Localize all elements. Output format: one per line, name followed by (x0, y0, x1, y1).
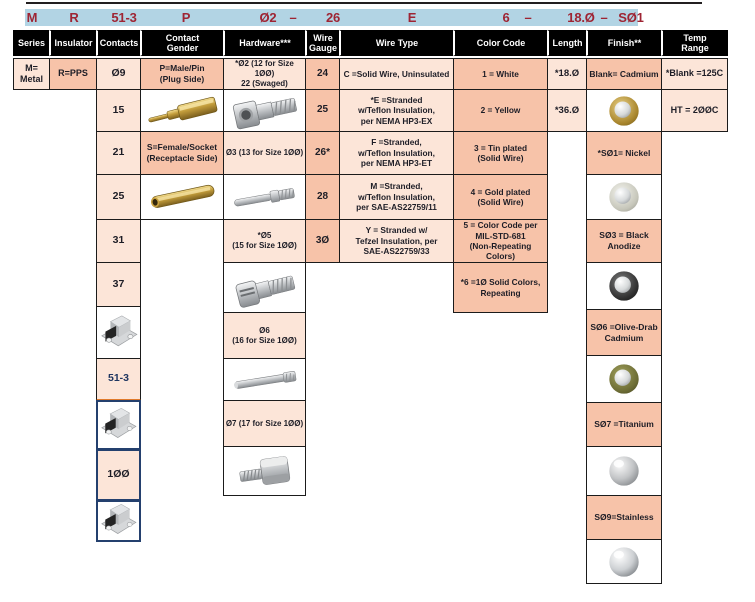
option-label: 51-3 (107, 372, 129, 385)
pin-contact-image (142, 91, 222, 130)
option-label: *Blank =125C (665, 68, 724, 79)
option-label: MIL-STD-681 (475, 230, 526, 241)
option-cell (305, 219, 340, 263)
column-header-label: Color Code (476, 37, 526, 48)
option-cell (339, 174, 454, 220)
option-label: 24 (316, 67, 329, 79)
column-contact-gender (140, 30, 224, 220)
option-label: Tefzel Insulation, per (355, 235, 438, 246)
option-image-cell (586, 89, 662, 132)
nickel-ball-image (588, 176, 660, 218)
column-header-label: Gender (166, 43, 199, 53)
option-label: *Ø5 (257, 231, 272, 240)
option-cell (96, 219, 141, 263)
option-cell (140, 58, 224, 90)
option-label: *36.Ø (554, 104, 580, 116)
option-label: 21 (112, 146, 125, 159)
column-header-contact-gender (140, 30, 224, 56)
top-rule-line (26, 2, 702, 4)
option-cell (305, 174, 340, 220)
column-header-hardware (223, 30, 306, 56)
option-label: *6 =1Ø Solid Colors, (460, 277, 541, 288)
option-image-cell (96, 500, 141, 542)
connector-image (98, 308, 139, 357)
option-label: 3 = Tin plated (473, 142, 528, 153)
option-label: SØ6 =Olive-Drab (590, 321, 658, 332)
option-label: *E =Stranded (370, 94, 423, 105)
column-header-wire-type (339, 30, 454, 56)
option-label: M =Stranded, (370, 181, 423, 192)
option-label: 37 (112, 277, 125, 290)
column-wire-gauge (305, 30, 340, 263)
option-image-cell (586, 446, 662, 496)
olive-drab-ball-image (588, 357, 660, 401)
option-label: 2 = Yellow (480, 105, 521, 116)
standoff-image (225, 448, 304, 494)
option-cell (453, 219, 548, 263)
column-header-length (547, 30, 587, 56)
option-label: (15 for Size 1ØØ) (232, 241, 297, 250)
option-cell (339, 131, 454, 175)
column-contacts (96, 30, 141, 542)
option-label: M= (25, 62, 38, 73)
option-cell (547, 89, 587, 132)
option-cell (453, 174, 548, 220)
option-label: Blank= Cadmium (589, 68, 659, 79)
option-label: Ø9 (111, 67, 126, 80)
connector-image (99, 403, 138, 447)
option-label: Repeating (480, 287, 521, 298)
option-label: 4 = Gold plated (470, 186, 531, 197)
black-anodize-ball-image (588, 264, 660, 308)
option-cell (96, 89, 141, 132)
option-cell (661, 89, 728, 132)
option-label: 25 (112, 190, 125, 203)
option-label: S=Female/Socket (146, 142, 218, 153)
part-number-segment: R (69, 10, 79, 25)
option-image-cell (586, 174, 662, 220)
option-image-cell (223, 446, 306, 496)
part-number-segment: – (524, 10, 532, 25)
cap-screw-image (225, 91, 304, 130)
option-label: 25 (316, 104, 329, 116)
titanium-ball-image (588, 448, 660, 494)
option-cell (339, 58, 454, 90)
option-image-cell (223, 89, 306, 132)
option-cell (661, 58, 728, 90)
part-number-bar (25, 9, 644, 26)
option-cell (453, 262, 548, 313)
option-cell (96, 449, 141, 501)
column-hardware (223, 30, 306, 496)
option-cell (305, 131, 340, 175)
column-header-label: Insulator (54, 37, 93, 48)
option-label: (Solid Wire) (477, 153, 524, 163)
option-label: (Receptacle Side) (146, 153, 218, 163)
part-number-segment: 18.Ø (567, 10, 595, 25)
option-cell (96, 174, 141, 220)
option-label: Ø3 (13 for Size 1ØØ) (225, 148, 304, 157)
column-header-contacts (96, 30, 141, 56)
option-label: R=PPS (58, 68, 88, 79)
option-cell (223, 131, 306, 175)
option-label: SAE-AS22759/33 (363, 246, 430, 257)
option-label: 15 (112, 103, 125, 116)
socket-contact-image (142, 176, 222, 218)
option-image-cell (140, 174, 224, 220)
option-label: per NEMA HP3-EX (360, 115, 433, 126)
option-image-cell (223, 358, 306, 401)
rod-image (225, 360, 304, 399)
option-label: w/Teflon Insulation, (358, 105, 435, 116)
part-number-segment: P (181, 10, 191, 25)
option-label: F =Stranded, (371, 137, 422, 148)
option-label: 22 (Swaged) (241, 79, 288, 88)
option-cell (453, 131, 548, 175)
column-header-label: Gauge (308, 43, 337, 53)
option-label: Ø7 (17 for Size 1ØØ) (225, 418, 304, 428)
column-header-label: Length (552, 37, 583, 48)
option-cell (339, 219, 454, 263)
option-cell (586, 402, 662, 447)
option-label: 26* (314, 146, 330, 158)
part-number-segment: M (26, 10, 38, 25)
column-header-label: Wire (313, 32, 333, 43)
column-header-label: Hardware*** (239, 37, 291, 48)
option-cell (586, 131, 662, 175)
part-number-segment: – (289, 10, 297, 25)
option-label: Metal (19, 74, 43, 84)
option-cell (586, 58, 662, 90)
option-label: *Ø2 (12 for Size 1ØØ) (235, 59, 294, 78)
column-header-temp-range (661, 30, 728, 56)
option-cell (96, 58, 141, 90)
option-cell (223, 58, 306, 90)
option-label: Anodize (607, 241, 641, 251)
option-image-cell (223, 174, 306, 220)
option-label: (Plug Side) (159, 74, 205, 84)
part-number-segment: SØ1 (618, 10, 644, 25)
option-image-cell (586, 539, 662, 584)
option-cell (223, 312, 306, 359)
column-series (13, 30, 50, 90)
option-label: w/Teflon Insulation, (358, 147, 435, 158)
option-cell (96, 358, 141, 401)
option-label: P=Male/Pin (159, 63, 205, 74)
option-label: *SØ1= Nickel (597, 147, 651, 158)
option-cell (96, 131, 141, 175)
option-cell (140, 131, 224, 175)
option-image-cell (586, 355, 662, 403)
option-label: Ø6 (259, 325, 270, 335)
ordering-table (13, 30, 728, 584)
column-header-series (13, 30, 50, 56)
option-cell (586, 219, 662, 263)
part-number-segment: 26 (325, 10, 341, 25)
column-wire-type (339, 30, 454, 263)
option-label: 28 (316, 190, 329, 202)
column-length (547, 30, 587, 132)
option-label: SØ3 = Black (599, 230, 649, 241)
column-header-label: Range (681, 43, 709, 53)
option-label: SØ9=Stainless (594, 512, 654, 523)
jackpost-image (225, 176, 304, 218)
column-header-label: Contacts (99, 37, 139, 48)
option-label: HT = 2ØØC (670, 104, 719, 115)
option-label: 5 = Color Code per (463, 220, 538, 231)
option-label: (16 for Size 1ØØ) (232, 335, 297, 345)
option-label: per NEMA HP3-ET (360, 158, 433, 169)
option-cell (586, 309, 662, 356)
option-image-cell (96, 400, 141, 450)
slotted-screw-image (225, 264, 304, 311)
column-header-color-code (453, 30, 548, 56)
option-cell (547, 58, 587, 90)
connector-image (99, 503, 138, 539)
option-label: C =Solid Wire, Uninsulated (343, 68, 450, 79)
column-insulator (49, 30, 97, 90)
option-label: 31 (112, 234, 125, 247)
option-label: per SAE-AS22759/11 (356, 202, 437, 213)
column-header-insulator (49, 30, 97, 56)
column-header-label: Series (17, 37, 46, 48)
option-cell (96, 262, 141, 307)
option-image-cell (223, 262, 306, 313)
option-label: Y = Stranded w/ (365, 225, 428, 236)
cadmium-ball-image (588, 91, 660, 130)
option-label: (Non-Repeating Colors) (469, 241, 532, 262)
part-number-segment: Ø2 (259, 10, 277, 25)
option-label: w/Teflon Insulation, (358, 191, 435, 202)
part-number-segment: 6 (502, 10, 510, 25)
option-cell (586, 495, 662, 540)
option-label: SØ7 =Titanium (594, 419, 654, 430)
option-image-cell (96, 306, 141, 359)
option-cell (339, 89, 454, 132)
option-cell (305, 58, 340, 90)
option-cell (305, 89, 340, 132)
part-number-segment: E (407, 10, 417, 25)
column-header-label: Wire Type (375, 37, 419, 48)
option-cell (453, 89, 548, 132)
option-cell (49, 58, 97, 90)
column-header-label: Contact (165, 32, 200, 43)
option-image-cell (586, 262, 662, 310)
option-label: (Solid Wire) (477, 197, 524, 207)
column-header-wire-gauge (305, 30, 340, 56)
option-cell (453, 58, 548, 90)
stainless-ball-image (588, 541, 660, 582)
option-label: 3Ø (315, 234, 330, 246)
column-finish (586, 30, 662, 584)
option-cell (223, 400, 306, 447)
option-label: Cadmium (604, 332, 644, 343)
option-cell (13, 58, 50, 90)
part-number-segment: – (600, 10, 608, 25)
part-number-segment: 51-3 (111, 10, 137, 25)
column-color-code (453, 30, 548, 313)
option-label: *18.Ø (554, 68, 580, 80)
column-header-label: Finish** (607, 37, 642, 48)
column-header-label: Temp (683, 32, 707, 43)
option-label: 1ØØ (107, 468, 130, 481)
column-header-finish (586, 30, 662, 56)
option-image-cell (140, 89, 224, 132)
option-cell (223, 219, 306, 263)
option-label: 1 = White (482, 68, 519, 79)
column-temp-range (661, 30, 728, 132)
